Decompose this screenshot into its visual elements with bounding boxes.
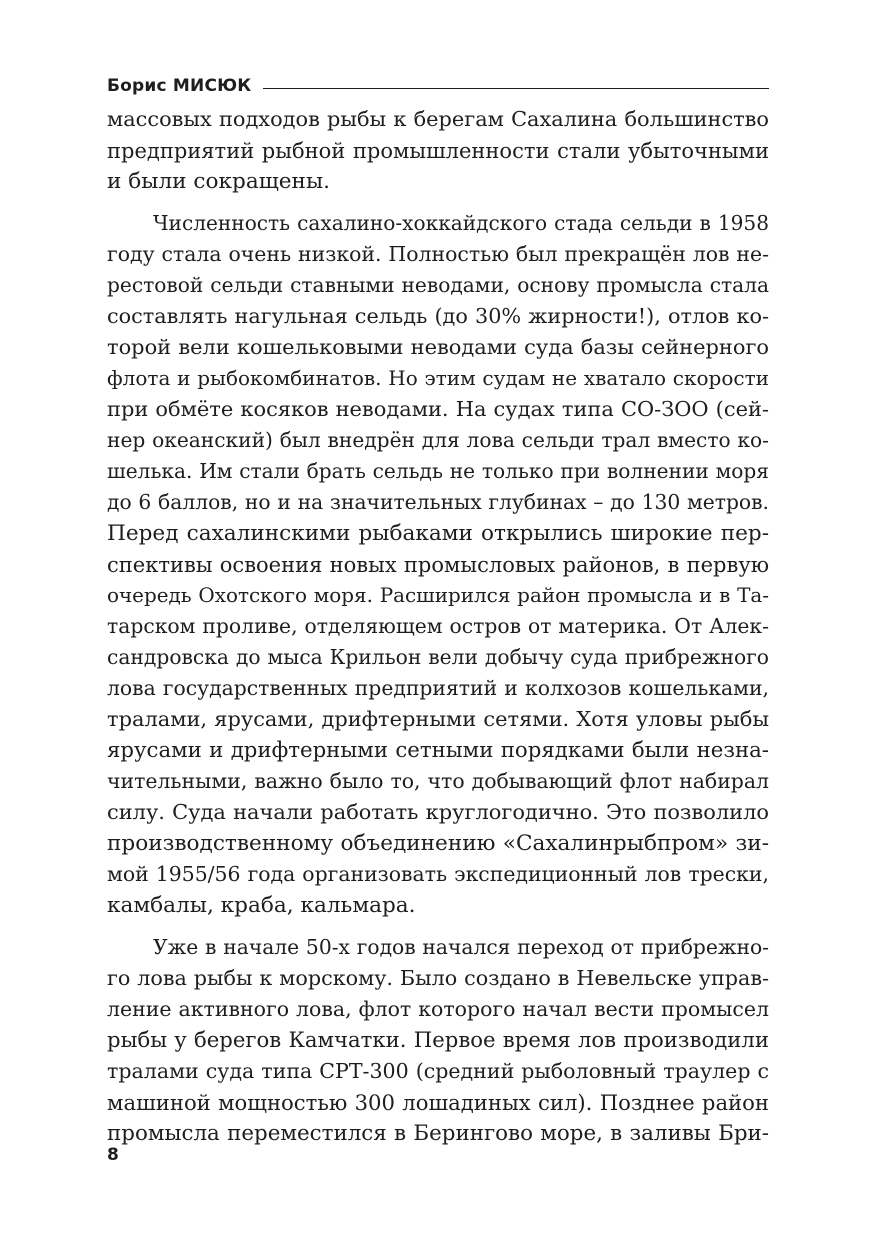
- text-line: году стала очень низкой. Полностью был прекращён лов не-: [107, 242, 769, 266]
- text-line: камбалы, краба, кальмара.: [107, 893, 416, 918]
- text-line: массовых подходов рыбы к берегам Сахалина большинство: [107, 107, 769, 131]
- text-line: спективы освоения новых промысловых районов, в первую: [107, 552, 769, 577]
- text-line: до 6 баллов, но и на значительных глубинах – до 130 метров.: [107, 490, 769, 514]
- header-rule: [263, 88, 769, 89]
- text-line: мой 1955/56 года организовать экспедиционный лов трески,: [107, 862, 769, 886]
- text-line: чительными, важно было то, что добывающий флот набирал: [107, 769, 769, 793]
- text-line: ярусами и дрифтерными сетными порядками были незна-: [107, 738, 769, 763]
- page-body: [107, 104, 769, 1149]
- text-line: при обмёте косяков неводами. На судах типа СО-ЗОО (сей-: [107, 397, 769, 421]
- paragraph-3: [107, 932, 769, 1149]
- text-line: ление активного лова, флот которого начал вести промысел: [107, 997, 769, 1021]
- paragraph-2: [107, 208, 769, 921]
- text-line: лова государственных предприятий и колхозов кошельками,: [107, 676, 769, 700]
- text-line: нер океанский) был внедрён для лова сельди трал вместо ко-: [107, 428, 769, 452]
- text-line: Перед сахалинскими рыбаками открылись широкие пер-: [107, 521, 769, 546]
- paragraph-1: [107, 104, 769, 197]
- text-line: го лова рыбы к морскому. Было создано в Невельске управ-: [107, 966, 769, 990]
- text-line: составлять нагульная сельдь (до 30% жирности!), отлов ко-: [107, 304, 769, 328]
- text-line: машиной мощностью 300 лошадиных сил). Позднее район: [107, 1090, 769, 1115]
- text-line: рестовой сельди ставными неводами, основу промысла стала: [107, 273, 769, 297]
- text-line: промысла переместился в Берингово море, в заливы Бри-: [107, 1121, 769, 1146]
- text-line: тарском проливе, отделяющем остров от материка. От Алек-: [107, 614, 769, 638]
- text-line: предприятий рыбной промышленности стали убыточными: [107, 138, 769, 163]
- page-number: 8: [107, 1145, 119, 1165]
- running-header: [107, 72, 769, 100]
- text-line: флота и рыбокомбинатов. Но этим судам не хватало скорости: [107, 366, 769, 390]
- text-line: рыбы у берегов Камчатки. Первое время лов производили: [107, 1028, 769, 1053]
- text-line: шелька. Им стали брать сельдь не только при волнении моря: [107, 459, 769, 483]
- text-line: силу. Суда начали работать круглогодично. Это позволило: [107, 800, 769, 824]
- text-line: очередь Охотского моря. Расширился район промысла и в Та-: [107, 584, 769, 607]
- text-line: Численность сахалино-хоккайдского стада сельди в 1958: [153, 211, 769, 235]
- text-line: Уже в начале 50-х годов начался переход от прибрежно-: [153, 935, 769, 959]
- text-line: сандровска до мыса Крильон вели добычу суда прибрежного: [107, 645, 769, 669]
- text-line: тралами суда типа СРТ-300 (средний рыболовный траулер с: [107, 1059, 769, 1083]
- text-line: и были сокращены.: [107, 169, 331, 194]
- text-line: тралами, ярусами, дрифтерными сетями. Хотя уловы рыбы: [107, 707, 769, 731]
- text-line: торой вели кошельковыми неводами суда базы сейнерного: [107, 335, 769, 359]
- running-header-author: Борис МИСЮК: [107, 76, 252, 96]
- text-line: производственному объединению «Сахалинрыбпром» зи-: [107, 831, 769, 856]
